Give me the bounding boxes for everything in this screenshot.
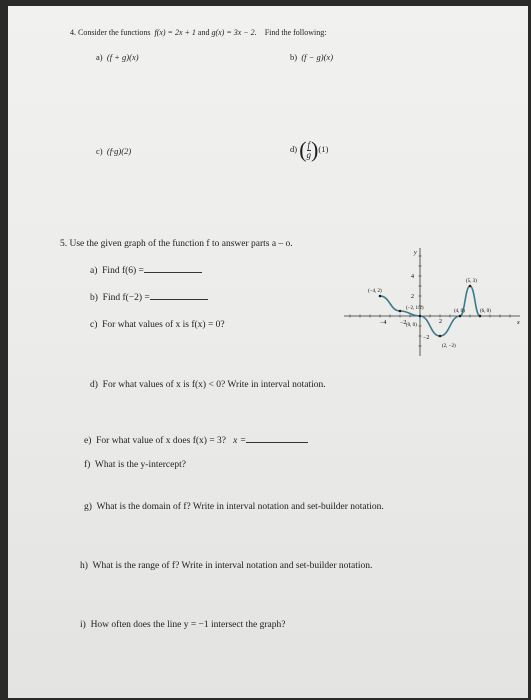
- q5-d-text: For what values of x is f(x) < 0? Write in interval notation.: [102, 380, 326, 390]
- q4-part-b-expr: (f − g)(x): [301, 52, 334, 62]
- graph-point-label: (−4, 2): [368, 289, 382, 294]
- graph-point: [459, 315, 462, 318]
- graph-point-label: (6, 0): [480, 309, 491, 314]
- q4-and: and: [197, 28, 210, 37]
- q4-part-c: [96, 146, 131, 156]
- q5-i-label: i): [80, 620, 86, 630]
- q5-e-text: For what value of x does f(x) = 3?: [96, 436, 227, 446]
- q5-intro: 5. Use the given graph of the function f to answer parts a – o.: [60, 239, 293, 249]
- q4-part-d-numerator: f: [307, 139, 311, 150]
- q5-f-text: What is the y-intercept?: [94, 460, 186, 470]
- q5-a-text: Find f(6) =: [102, 266, 144, 276]
- graph-point-label: (4, 0): [454, 309, 465, 314]
- q5-e-label: e): [84, 436, 92, 446]
- q5-e-answer-blank[interactable]: [246, 434, 308, 443]
- q5-part-d: [90, 380, 326, 390]
- q5-a-answer-blank[interactable]: [144, 264, 202, 273]
- q5-i-text: How often does the line y = −1 intersect the graph?: [90, 620, 286, 630]
- graph-point: [439, 335, 442, 338]
- graph-point: [399, 310, 402, 313]
- tick-label-y-neg2: −2: [423, 335, 430, 341]
- tick-label-y-2: 2: [411, 294, 414, 300]
- q4-part-a-label: a): [96, 52, 103, 62]
- q4-lead: 4. Consider the functions: [70, 28, 151, 37]
- q5-b-text: Find f(−2) =: [102, 293, 150, 303]
- function-curve: [380, 286, 480, 336]
- graph-point: [479, 315, 482, 318]
- q4-part-d-label: d): [290, 143, 298, 154]
- tick-label-x-neg4: −4: [380, 320, 387, 326]
- q4-part-c-label: c): [96, 146, 103, 156]
- graph-point: [379, 295, 382, 298]
- q5-part-h: [80, 561, 372, 571]
- q4-part-d-denominator: g: [306, 149, 312, 160]
- q5-g-label: g): [84, 502, 92, 512]
- graph-point: [419, 315, 422, 318]
- tick-label-y-4: 4: [411, 274, 414, 280]
- q5-part-e: [84, 434, 308, 446]
- q4-part-b: [290, 52, 333, 62]
- x-axis-label: x: [517, 320, 520, 326]
- graph-point-label: (2, −2): [442, 344, 456, 349]
- graph-point: [469, 285, 472, 288]
- q4-part-b-label: b): [290, 52, 298, 62]
- q4-f-definition: f(x) = 2x + 1: [154, 28, 196, 37]
- tick-label-x-neg2: −2: [400, 320, 407, 326]
- q5-part-g: [84, 502, 384, 512]
- q5-b-answer-blank[interactable]: [150, 291, 208, 300]
- graph-point-label: (−2, 1/2): [406, 306, 424, 311]
- q5-h-text: What is the range of f? Write in interval notation and set-builder notation.: [92, 561, 373, 571]
- graph-point-label: (5, 3): [466, 279, 477, 284]
- q5-b-label: b): [90, 293, 98, 303]
- y-axis-label: y: [414, 250, 417, 256]
- q5-f-label: f): [84, 460, 91, 470]
- q4-part-a: [96, 52, 139, 62]
- q4-part-a-expr: (f + g)(x): [106, 52, 139, 62]
- graph-point-label: (0, 0): [406, 323, 417, 328]
- q5-c-text: For what values of x is f(x) = 0?: [102, 320, 225, 330]
- q4-g-definition: g(x) = 3x − 2.: [211, 28, 257, 37]
- q5-part-i: [80, 620, 285, 630]
- q4-part-d-arg: (1): [318, 143, 329, 154]
- tick-label-x-2: 2: [439, 319, 442, 325]
- worksheet-page: [8, 6, 528, 698]
- q5-part-f: [84, 460, 186, 470]
- q5-e-answer-prefix: x =: [233, 436, 247, 446]
- q5-c-label: c): [90, 320, 98, 330]
- function-graph: [340, 244, 526, 362]
- q5-g-text: What is the domain of f? Write in interval notation and set-builder notation.: [96, 502, 384, 512]
- q5-a-label: a): [90, 266, 98, 276]
- q4-instruction: Find the following:: [264, 28, 327, 37]
- q4-part-d: d) $(\frac{f}{g})(1)$: [290, 137, 329, 162]
- q5-h-label: h): [80, 561, 88, 571]
- q4-statement: [70, 28, 326, 37]
- q5-part-c: [90, 320, 225, 330]
- tick-marks: [350, 256, 510, 346]
- q4-part-c-expr: (f·g)(2): [106, 146, 132, 156]
- q5-part-b: [90, 291, 208, 303]
- q5-d-label: d): [90, 380, 98, 390]
- q5-part-a: [90, 264, 202, 276]
